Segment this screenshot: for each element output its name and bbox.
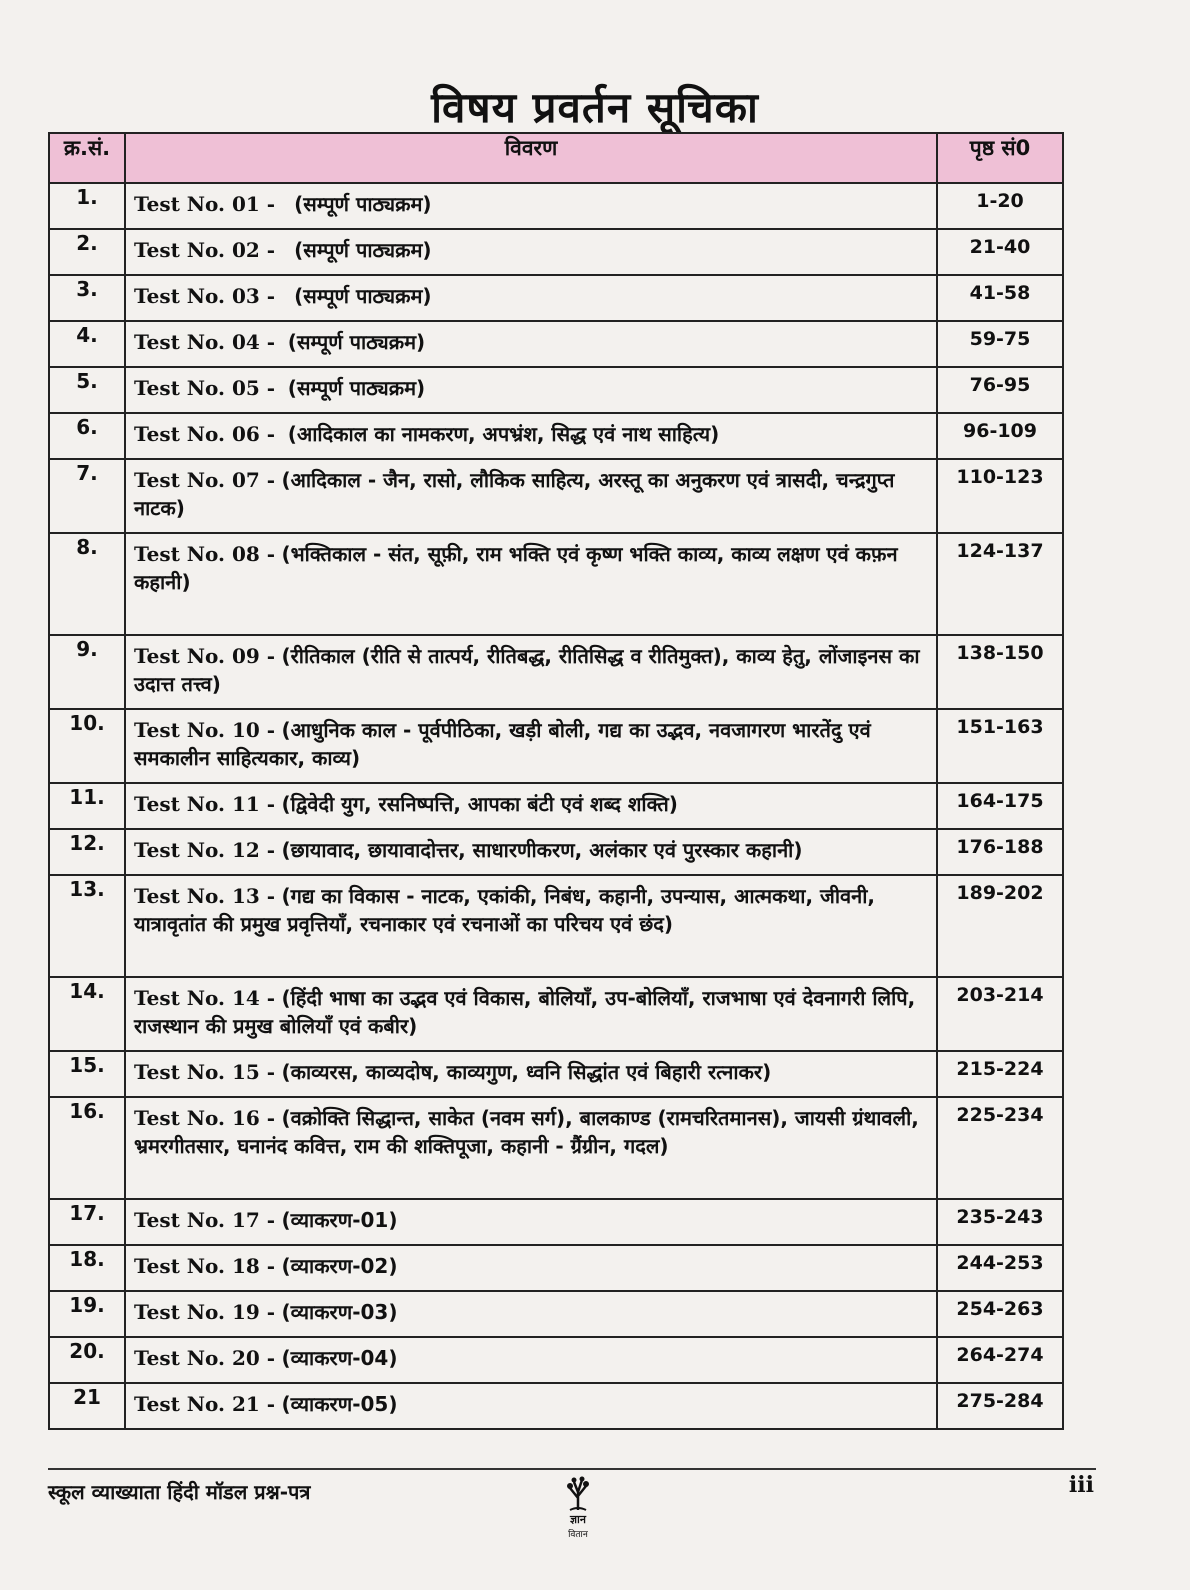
test-label: Test No. 07 - (134, 468, 276, 492)
test-label: Test No. 20 - (134, 1346, 276, 1370)
test-topic: (आदिकाल का नामकरण, अपभ्रंश, सिद्ध एवं नाथ साहित्य) (287, 422, 720, 446)
serial-number: 14. (49, 977, 125, 1051)
test-description (125, 1337, 937, 1383)
table-row (49, 459, 1063, 533)
serial-number: 12. (49, 829, 125, 875)
page-range: 275-284 (937, 1383, 1063, 1429)
page-range: 110-123 (937, 459, 1063, 533)
test-topic: (भक्तिकाल - संत, सूफ़ी, राम भक्ति एवं कृष्ण भक्ति काव्य, काव्य लक्षण एवं कफ़न कहानी) (134, 542, 898, 594)
page-number: iii (1068, 1472, 1094, 1498)
table-row (49, 977, 1063, 1051)
test-topic: (छायावाद, छायावादोत्तर, साधारणीकरण, अलंकार एवं पुरस्कार कहानी) (281, 838, 803, 862)
table-row (49, 875, 1063, 977)
test-label: Test No. 15 - (134, 1060, 276, 1084)
test-label: Test No. 16 - (134, 1106, 276, 1130)
page-range: 124-137 (937, 533, 1063, 635)
serial-number: 3. (49, 275, 125, 321)
page-range: 176-188 (937, 829, 1063, 875)
table-row (49, 1245, 1063, 1291)
footer-divider (48, 1468, 1096, 1470)
logo-subtext: वितान (568, 1530, 588, 1540)
test-topic: (व्याकरण-03) (281, 1300, 398, 1324)
serial-number: 5. (49, 367, 125, 413)
page-range: 138-150 (937, 635, 1063, 709)
table-row (49, 829, 1063, 875)
test-topic: (व्याकरण-02) (281, 1254, 398, 1278)
serial-number: 17. (49, 1199, 125, 1245)
table-row (49, 275, 1063, 321)
test-topic: (सम्पूर्ण पाठ्यक्रम) (287, 330, 426, 354)
test-topic: (व्याकरण-01) (281, 1208, 398, 1232)
table-row (49, 533, 1063, 635)
test-label: Test No. 01 - (134, 192, 276, 216)
test-description (125, 367, 937, 413)
test-description (125, 1245, 937, 1291)
test-label: Test No. 05 - (134, 376, 276, 400)
table-row (49, 1051, 1063, 1097)
test-description (125, 413, 937, 459)
serial-number: 2. (49, 229, 125, 275)
page-range: 235-243 (937, 1199, 1063, 1245)
table-row (49, 783, 1063, 829)
test-label: Test No. 06 - (134, 422, 276, 446)
page-range: 41-58 (937, 275, 1063, 321)
table-row (49, 367, 1063, 413)
serial-number: 20. (49, 1337, 125, 1383)
test-topic: (सम्पूर्ण पाठ्यक्रम) (294, 284, 432, 308)
test-topic: (द्विवेदी युग, रसनिष्पत्ति, आपका बंटी एवं शब्द शक्ति) (281, 792, 678, 816)
header-description: विवरण (125, 133, 937, 183)
tree-icon (558, 1474, 598, 1512)
header-serial: क्र.सं. (49, 133, 125, 183)
page-range: 244-253 (937, 1245, 1063, 1291)
test-description (125, 1199, 937, 1245)
test-topic: (हिंदी भाषा का उद्भव एवं विकास, बोलियाँ, उप-बोलियाँ, राजभाषा एवं देवनागरी लिपि, राजस्थान की प्रमुख बोलियाँ एवं कबीर) (134, 986, 916, 1038)
test-label: Test No. 09 - (134, 644, 276, 668)
page-title: विषय प्रवर्तन सूचिका (431, 83, 759, 132)
page-range: 225-234 (937, 1097, 1063, 1199)
page-range: 96-109 (937, 413, 1063, 459)
test-description (125, 459, 937, 533)
test-description (125, 709, 937, 783)
page-range: 76-95 (937, 367, 1063, 413)
serial-number: 8. (49, 533, 125, 635)
contents-table (48, 132, 1064, 1430)
test-topic: (सम्पूर्ण पाठ्यक्रम) (294, 192, 432, 216)
test-topic: (आदिकाल - जैन, रासो, लौकिक साहित्य, अरस्तू का अनुकरण एवं त्रासदी, चन्द्रगुप्त नाटक) (134, 468, 895, 520)
test-topic: (सम्पूर्ण पाठ्यक्रम) (287, 376, 426, 400)
footer-book-title: स्कूल व्याख्याता हिंदी मॉडल प्रश्न-पत्र (48, 1480, 311, 1504)
test-description (125, 783, 937, 829)
serial-number: 15. (49, 1051, 125, 1097)
serial-number: 13. (49, 875, 125, 977)
test-label: Test No. 04 - (134, 330, 276, 354)
test-label: Test No. 11 - (134, 792, 276, 816)
test-description (125, 183, 937, 229)
test-description (125, 635, 937, 709)
serial-number: 21 (49, 1383, 125, 1429)
table-header-row (49, 133, 1063, 183)
logo-text: ज्ञान (569, 1513, 586, 1526)
test-label: Test No. 12 - (134, 838, 276, 862)
serial-number: 7. (49, 459, 125, 533)
page-range: 1-20 (937, 183, 1063, 229)
test-description (125, 1097, 937, 1199)
table-row (49, 321, 1063, 367)
page-range: 189-202 (937, 875, 1063, 977)
test-label: Test No. 18 - (134, 1254, 276, 1278)
test-label: Test No. 02 - (134, 238, 276, 262)
test-topic: (काव्यरस, काव्यदोष, काव्यगुण, ध्वनि सिद्धांत एवं बिहारी रत्नाकर) (281, 1060, 772, 1084)
test-topic: (व्याकरण-04) (281, 1346, 398, 1370)
test-topic: (वक्रोक्ति सिद्धान्त, साकेत (नवम सर्ग), बालकाण्ड (रामचरितमानस), जायसी ग्रंथावली, भ्रमरगीतसार, घनानंद कवित्त, राम की शक्तिपूजा, कहानी - ग्रैंग्रीन, गदल) (134, 1106, 919, 1158)
test-label: Test No. 19 - (134, 1300, 276, 1324)
test-description (125, 1291, 937, 1337)
publisher-logo (548, 1474, 608, 1542)
test-topic: (सम्पूर्ण पाठ्यक्रम) (294, 238, 432, 262)
header-page: पृष्ठ सं0 (937, 133, 1063, 183)
test-description (125, 229, 937, 275)
serial-number: 9. (49, 635, 125, 709)
test-label: Test No. 13 - (134, 884, 276, 908)
table-row (49, 183, 1063, 229)
test-description (125, 829, 937, 875)
test-label: Test No. 10 - (134, 718, 276, 742)
test-description (125, 977, 937, 1051)
page-range: 59-75 (937, 321, 1063, 367)
table-row (49, 1383, 1063, 1429)
test-description (125, 1051, 937, 1097)
test-label: Test No. 17 - (134, 1208, 276, 1232)
test-description (125, 1383, 937, 1429)
test-label: Test No. 03 - (134, 284, 276, 308)
table-row (49, 413, 1063, 459)
table-row (49, 1291, 1063, 1337)
page-range: 215-224 (937, 1051, 1063, 1097)
table-row (49, 635, 1063, 709)
test-description (125, 275, 937, 321)
serial-number: 16. (49, 1097, 125, 1199)
table-row (49, 1199, 1063, 1245)
test-label: Test No. 21 - (134, 1392, 276, 1416)
test-topic: (गद्य का विकास - नाटक, एकांकी, निबंध, कहानी, उपन्यास, आत्मकथा, जीवनी, यात्रावृतांत की प्रमुख प्रवृत्तियाँ, रचनाकार एवं रचनाओं का परिचय एवं छंद) (134, 884, 876, 936)
serial-number: 1. (49, 183, 125, 229)
page-range: 151-163 (937, 709, 1063, 783)
serial-number: 19. (49, 1291, 125, 1337)
serial-number: 4. (49, 321, 125, 367)
serial-number: 11. (49, 783, 125, 829)
page-range: 203-214 (937, 977, 1063, 1051)
test-label: Test No. 14 - (134, 986, 276, 1010)
test-topic: (रीतिकाल (रीति से तात्पर्य, रीतिबद्ध, रीतिसिद्ध व रीतिमुक्त), काव्य हेतु, लोंजाइनस का उदात्त तत्त्व) (134, 644, 920, 696)
table-row (49, 229, 1063, 275)
page-range: 254-263 (937, 1291, 1063, 1337)
serial-number: 10. (49, 709, 125, 783)
serial-number: 18. (49, 1245, 125, 1291)
serial-number: 6. (49, 413, 125, 459)
table-row (49, 1337, 1063, 1383)
test-description (125, 875, 937, 977)
test-topic: (आधुनिक काल - पूर्वपीठिका, खड़ी बोली, गद्य का उद्भव, नवजागरण भारतेंदु एवं समकालीन साहित्यकार, काव्य) (134, 718, 871, 770)
test-label: Test No. 08 - (134, 542, 276, 566)
test-description (125, 533, 937, 635)
page-range: 264-274 (937, 1337, 1063, 1383)
page-range: 164-175 (937, 783, 1063, 829)
table-row (49, 709, 1063, 783)
test-topic: (व्याकरण-05) (281, 1392, 398, 1416)
test-description (125, 321, 937, 367)
page-range: 21-40 (937, 229, 1063, 275)
table-row (49, 1097, 1063, 1199)
